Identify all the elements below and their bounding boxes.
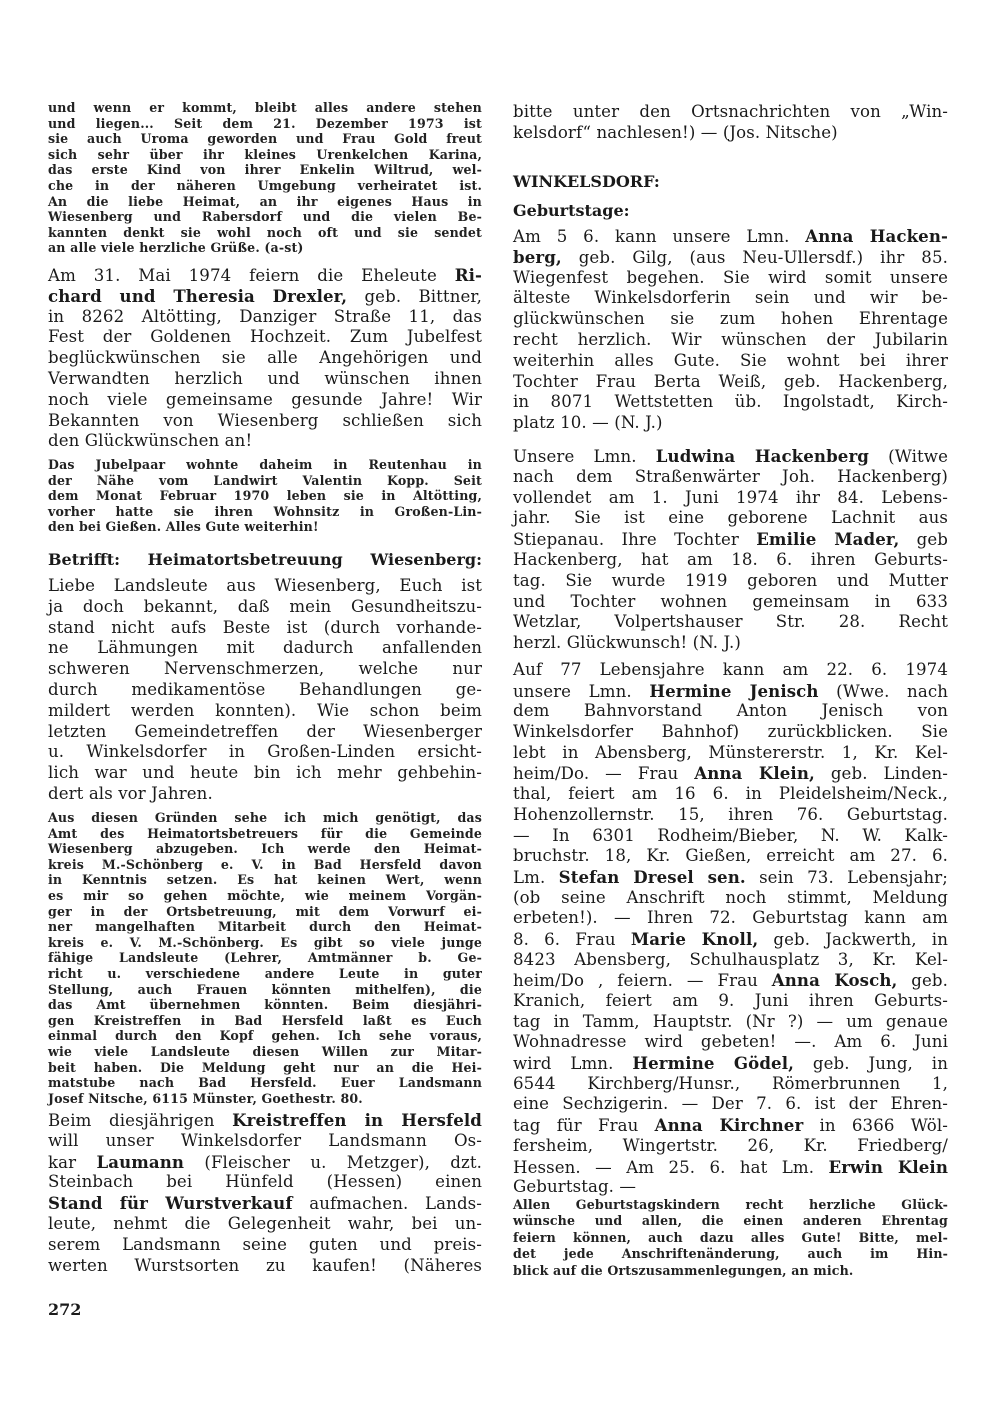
- text-line: che in der näheren Umgebung verheiratet ist.: [48, 177, 482, 193]
- text-line: lich war und heute bin ich mehr gehbehin-: [48, 763, 482, 783]
- text-line: dem Bahnvorstand Anton Jenisch von: [513, 701, 948, 721]
- text-line: das erste Kind von ihrer Enkelin Wiltrud, wel-: [48, 162, 482, 178]
- section-heading: [513, 200, 948, 222]
- text-run: kar: [48, 1152, 97, 1172]
- text-line: letzten Gemeindetreffen der Wiesenberger: [48, 721, 482, 741]
- text-line: [48, 1110, 482, 1131]
- paragraph: [513, 1197, 948, 1279]
- text-line: Tochter Frau Berta Weiß, geb. Hackenberg,: [513, 371, 948, 391]
- text-line: [48, 265, 482, 286]
- bold-name: Nitsche,: [88, 1090, 148, 1106]
- text-line: Hackenberg, hat am 18. 6. ihren Geburts-: [513, 549, 948, 569]
- text-line: richt u. verschiedene andere Leute in guter: [48, 965, 482, 981]
- text-line: in Kenntnis setzen. Es hat keinen Wert, wenn: [48, 872, 482, 888]
- text-line: vorher hatte sie ihren Wohnsitz in Großen-Lin-: [48, 503, 482, 519]
- paragraph: [48, 576, 482, 805]
- text-line: das Amt übernehmen könnten. Beim diesjähri-: [48, 997, 482, 1013]
- text-line: beit haben. Die Meldung geht nur an die Hei-: [48, 1059, 482, 1075]
- text-run: 6115 Münster, Goethestr. 80.: [147, 1090, 363, 1106]
- text-run: sein 73. Lebensjahr;: [745, 867, 948, 887]
- page-number: 272: [48, 1300, 82, 1319]
- text-line: Bekannten von Wiesenberg schließen sich: [48, 410, 482, 430]
- text-line: Betrifft: Heimatortsbetreuung Wiesenberg:: [48, 550, 482, 569]
- text-line: leute, nehmt die Gelegenheit wahr, bei un-: [48, 1213, 482, 1233]
- text-line: den Glückwünschen an!: [48, 431, 253, 451]
- text-line: Amt des Heimatortsbetreuers für die Gemeinde: [48, 825, 482, 841]
- text-run: Beim diesjährigen: [48, 1111, 233, 1130]
- bold-name: Anna Klein,: [694, 763, 815, 784]
- text-line: [513, 1115, 948, 1136]
- text-line: der Nähe vom Landwirt Valentin Kopp. Seit: [48, 472, 482, 488]
- text-line: gen Kreistreffen in Bad Hersfeld laßt es Euch: [48, 1012, 482, 1028]
- text-line: fersheim, Wingertstr. 26, Kr. Friedberg/: [513, 1135, 948, 1155]
- text-line: nach dem Straßenwärter Joh. Hackenberg): [513, 466, 948, 486]
- text-line: [48, 1193, 482, 1214]
- text-run: heim/Do , feiern. — Frau: [513, 971, 772, 991]
- text-run: Am 5 6. kann unsere Lmn.: [513, 227, 806, 246]
- text-run: unsere Lmn.: [513, 681, 650, 701]
- text-line: Stellung, auch Frauen könnten mithelfen), die: [48, 981, 482, 997]
- text-run: Lm.: [513, 867, 559, 887]
- text-line: [513, 446, 948, 467]
- text-line: und Tochter wohnen gemeinsam in 633: [513, 591, 948, 611]
- paragraph: [48, 265, 482, 452]
- text-line: beglückwünschen sie alle Angehörigen und: [48, 348, 482, 368]
- text-line: Winkelsdorfer Bahnhof) zurückblicken. Sie: [513, 722, 948, 742]
- paragraph: [48, 100, 482, 256]
- text-line: will unser Winkelsdorfer Landsmann Os-: [48, 1130, 482, 1150]
- bold-name: Ludwina Hackenberg: [655, 446, 870, 466]
- text-line: es mir so gehen möchte, wie meinem Vorgän-: [48, 887, 482, 903]
- text-line: WINKELSDORF:: [513, 172, 660, 191]
- text-line: [48, 1152, 482, 1173]
- text-line: u. Winkelsdorfer in Großen-Linden ersicht-: [48, 742, 482, 762]
- text-line: den bei Gießen. Alles Gute weiterhin!: [48, 519, 319, 535]
- text-line: erbeten!). — Ihren 72. Geburtstag kann am: [513, 908, 948, 928]
- text-line: tag in Tamm, Hauptstr. (Nr ?) — um genaue: [513, 1011, 948, 1031]
- text-line: kannten denkt sie wohl noch oft und sie sendet: [48, 224, 482, 240]
- text-run: geb. Jung, in: [794, 1054, 949, 1074]
- text-line: in 8262 Altötting, Danziger Straße 11, das: [48, 306, 482, 326]
- text-line: schweren Nervenschmerzen, welche nur: [48, 659, 482, 679]
- text-run: (Witwe: [869, 447, 948, 466]
- text-line: in 8071 Wettstetten üb. Ingolstadt, Kirch-: [513, 392, 948, 412]
- text-line: dem Monat Februar 1970 leben sie in Altötting,: [48, 488, 482, 504]
- text-line: stand nicht aufs Beste ist (durch vorhande-: [48, 617, 482, 637]
- paragraph: [48, 810, 482, 1106]
- text-line: Steinbach bei Hünfeld (Hessen) einen: [48, 1172, 482, 1192]
- text-run: 8. 6. Frau: [513, 929, 631, 949]
- text-line: an alle viele herzliche Grüße. (a-st): [48, 240, 304, 256]
- paragraph: [48, 1110, 482, 1276]
- bold-name: Laumann: [96, 1151, 185, 1172]
- text-line: fähige Landsleute (Lehrer, Amtmänner b. Ge-: [48, 950, 482, 966]
- section-heading: [513, 171, 948, 193]
- text-line: [513, 1053, 948, 1074]
- paragraph: [48, 457, 482, 535]
- text-line: Allen Geburtstagskindern recht herzliche Glück-: [513, 1197, 948, 1212]
- text-run: heim/Do. — Frau: [513, 764, 695, 784]
- text-line: An die liebe Heimat, an ihr eigenes Haus in: [48, 193, 482, 209]
- text-line: Aus diesen Gründen sehe ich mich genötigt, das: [48, 810, 482, 825]
- text-line: ner mangelhaften Mitarbeit durch den Heimat-: [48, 919, 482, 935]
- bold-name: Emilie Mader,: [756, 529, 900, 550]
- text-run: Am 31. Mai 1974 feiern die Eheleute: [48, 266, 455, 285]
- bold-name: Hermine Gödel,: [632, 1053, 794, 1074]
- text-line: Verwandten herzlich und wünschen ihnen: [48, 368, 482, 388]
- bold-name: Anna Kirchner: [654, 1115, 804, 1136]
- bold-name: berg,: [513, 246, 562, 267]
- text-line: wünsche und allen, die einen anderen Ehrentag: [513, 1213, 948, 1229]
- bold-name: Stand für Wurstverkauf: [48, 1193, 293, 1214]
- text-line: Kranich, feiert am 9. Juni ihren Geburts-: [513, 991, 948, 1010]
- text-run: geb. Gilg, (aus Neu-Ullersdf.) ihr 85.: [561, 247, 948, 267]
- text-line: kreis M.-Schönberg e. V. in Bad Hersfeld davon: [48, 856, 482, 872]
- text-run: Unsere Lmn.: [513, 447, 656, 466]
- text-line: [513, 763, 948, 784]
- text-line: Fest der Goldenen Hochzeit. Zum Jubelfest: [48, 327, 482, 347]
- text-run: geb: [899, 530, 948, 550]
- text-line: kreis e. V. M.-Schönberg. Es gibt so viele junge: [48, 934, 482, 950]
- text-line: Geburtstag. —: [513, 1177, 637, 1197]
- text-run: (Fleischer u. Metzger), dzt.: [184, 1152, 482, 1172]
- text-line: [513, 1157, 948, 1178]
- text-line: [513, 867, 948, 888]
- text-line: [513, 681, 948, 702]
- text-run: aufmachen. Lands-: [292, 1194, 482, 1214]
- left-column: [48, 0, 482, 1413]
- text-line: Wohnadresse wird gebeten! —. Am 6. Juni: [513, 1032, 948, 1052]
- text-line: bruchstr. 18, Kr. Gießen, erreicht am 27. 6.: [513, 846, 948, 866]
- text-line: vollendet am 1. Juni 1974 ihr 84. Lebens-: [513, 487, 948, 507]
- section-heading: [48, 549, 482, 571]
- text-line: feiern können, auch dazu alles Gute! Bitte, mel-: [513, 1229, 948, 1245]
- text-run: in 6366 Wöl-: [803, 1116, 948, 1136]
- text-line: wie viele Landsleute diesen Willen zur Mitar-: [48, 1043, 482, 1059]
- text-line: [513, 247, 948, 268]
- text-line: ger in der Ortsbetreuung, mit dem Vorwurf ei-: [48, 903, 482, 919]
- text-line: bitte unter den Ortsnachrichten von „Win-: [513, 102, 948, 121]
- paragraph: [513, 102, 948, 144]
- bold-name: Ri-: [454, 265, 482, 285]
- text-line: Wiesenberg und Rabersdorf und die vielen Be-: [48, 209, 482, 225]
- bold-name: Anna Kosch,: [771, 970, 898, 991]
- text-line: sich sehr über ihr kleines Urenkelchen Karina,: [48, 146, 482, 162]
- text-line: eine Sechzigerin. — Der 7. 6. ist der Ehren-: [513, 1094, 948, 1114]
- text-line: Hohenzollernstr. 15, ihren 76. Geburtstag.: [513, 804, 948, 824]
- text-line: Geburtstage:: [513, 201, 630, 220]
- text-run: geb. Bittner,: [347, 286, 482, 306]
- text-line: sie auch Uroma geworden und Frau Gold freut: [48, 131, 482, 147]
- text-line: glückwünschen sie zum hohen Ehrentage: [513, 309, 948, 329]
- text-line: einmal durch den Kopf gehen. Ich sehe voraus,: [48, 1028, 482, 1044]
- text-line: [513, 970, 948, 991]
- text-run: geb. Jackwerth, in: [758, 929, 948, 949]
- text-line: [48, 1091, 482, 1107]
- text-line: jahr. Sie ist eine geborene Lachnit aus: [513, 508, 948, 528]
- text-line: Wiesenberg abzugeben. Ich werde den Heimat-: [48, 841, 482, 857]
- text-line: dert als vor Jahren.: [48, 783, 213, 803]
- text-line: 6544 Kirchberg/Hunsr., Römerbrunnen 1,: [513, 1073, 948, 1093]
- text-line: weiterhin alles Gute. Sie wohnt bei ihrer: [513, 350, 948, 370]
- paragraph: [513, 226, 948, 434]
- text-line: kelsdorf“ nachlesen!) — (Jos. Nitsche): [513, 122, 838, 142]
- text-line: herzl. Glückwunsch! (N. J.): [513, 633, 741, 653]
- bold-name: Kreistreffen in Hersfeld: [232, 1110, 482, 1130]
- text-line: blick auf die Ortszusammenlegungen, an mich.: [513, 1262, 854, 1278]
- bold-name: chard und Theresia Drexler,: [48, 285, 348, 306]
- text-line: Das Jubelpaar wohnte daheim in Reutenhau in: [48, 457, 482, 472]
- text-run: (Wwe. nach: [818, 681, 948, 701]
- text-line: [48, 286, 482, 307]
- text-run: Josef: [48, 1090, 89, 1106]
- text-line: tag. Sie wurde 1919 geboren und Mutter: [513, 570, 948, 590]
- text-line: [513, 226, 948, 247]
- text-line: [513, 529, 948, 550]
- text-line: Liebe Landsleute aus Wiesenberg, Euch ist: [48, 576, 482, 595]
- text-line: Auf 77 Lebensjahre kann am 22. 6. 1974: [513, 660, 948, 679]
- text-line: Wiegenfest begehen. Sie wird somit unsere: [513, 267, 948, 287]
- bold-name: Stefan Dresel sen.: [558, 866, 746, 887]
- bold-name: Hermine Jenisch: [649, 680, 819, 701]
- text-line: lebt in Abensberg, Münstererstr. 1, Kr. Kel-: [513, 742, 948, 762]
- text-run: wird Lmn.: [513, 1054, 633, 1074]
- paragraph: [513, 660, 948, 1198]
- text-run: Hessen. — Am 25. 6. hat Lm.: [513, 1157, 829, 1177]
- text-line: und wenn er kommt, bleibt alles andere stehen: [48, 100, 482, 115]
- text-line: 8423 Abensberg, Schulhausplatz 3, Kr. Kel-: [513, 949, 948, 969]
- text-run: geb. Linden-: [814, 764, 948, 784]
- text-run: geb.: [897, 971, 949, 991]
- text-line: platz 10. — (N. J.): [513, 413, 663, 433]
- text-line: durch medikamentöse Behandlungen ge-: [48, 679, 482, 699]
- text-line: recht herzlich. Wir wünschen der Jubilarin: [513, 329, 948, 349]
- text-line: älteste Winkelsdorferin sein und wir be-: [513, 288, 948, 308]
- text-line: — In 6301 Rodheim/Bieber, N. W. Kalk-: [513, 825, 948, 845]
- text-line: det jede Anschriftenänderung, auch im Hin-: [513, 1246, 948, 1262]
- paragraph: [513, 446, 948, 654]
- text-run: tag für Frau: [513, 1116, 655, 1136]
- bold-name: Marie Knoll,: [630, 928, 759, 949]
- text-line: und liegen... Seit dem 21. Dezember 1973 ist: [48, 115, 482, 131]
- text-line: Wetzlar, Volpertshauser Str. 28. Recht: [513, 612, 948, 632]
- text-line: mildert werden konnten). Wie schon beim: [48, 700, 482, 720]
- text-line: serem Landsmann seine guten und preis-: [48, 1234, 482, 1254]
- bold-name: Anna Hacken-: [805, 226, 948, 246]
- text-line: [513, 929, 948, 950]
- text-line: noch viele gemeinsame gesunde Jahre! Wir: [48, 389, 482, 409]
- text-line: werten Wurstsorten zu kaufen! (Näheres: [48, 1255, 482, 1275]
- text-run: Stiepanau. Ihre Tochter: [513, 530, 757, 550]
- bold-name: Erwin Klein: [828, 1156, 948, 1177]
- text-line: ja doch bekannt, daß mein Gesundheitszu-: [48, 596, 482, 616]
- text-line: thal, feiert am 16 6. in Pleidelsheim/Neck.,: [513, 784, 948, 804]
- text-line: (ob seine Anschrift noch stimmt, Meldung: [513, 887, 948, 907]
- text-line: matstube nach Bad Hersfeld. Euer Landsmann: [48, 1075, 482, 1091]
- right-column: [513, 0, 948, 1413]
- text-line: ne Lähmungen mit dadurch anfallenden: [48, 638, 482, 658]
